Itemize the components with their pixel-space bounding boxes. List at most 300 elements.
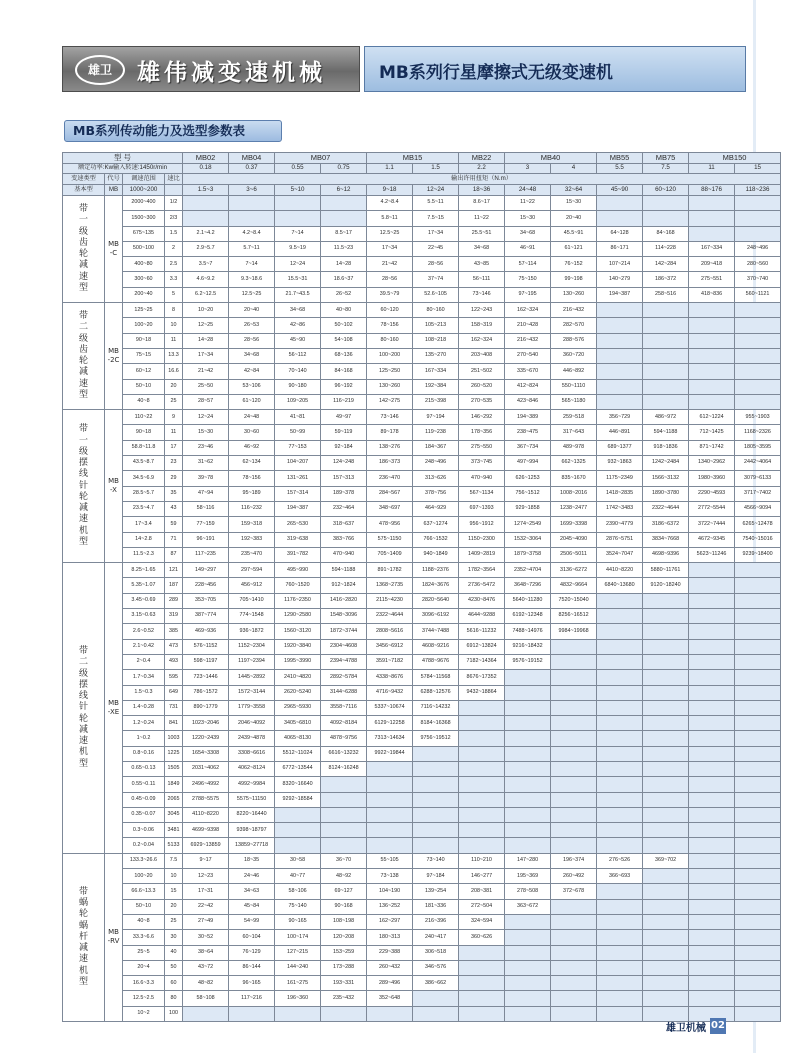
speed-range: 12.5~2.5 bbox=[123, 991, 165, 1006]
table-row bbox=[63, 700, 781, 715]
torque-value: 55~105 bbox=[367, 853, 413, 868]
torque-value: 28~57 bbox=[183, 394, 229, 409]
torque-value bbox=[275, 807, 321, 822]
ratio: 1849 bbox=[165, 777, 183, 792]
torque-value: 3144~6288 bbox=[321, 685, 367, 700]
speed-range: 16.6~3.3 bbox=[123, 976, 165, 991]
torque-value: 88~176 bbox=[689, 185, 735, 196]
torque-value: 12~25 bbox=[183, 318, 229, 333]
speed-range: 400~80 bbox=[123, 257, 165, 272]
speed-range: 33.3~6.6 bbox=[123, 930, 165, 945]
torque-value: 48~82 bbox=[183, 976, 229, 991]
torque-value: 97~194 bbox=[413, 410, 459, 425]
torque-value: 3.5~7 bbox=[183, 257, 229, 272]
type-header-row bbox=[63, 174, 781, 185]
torque-value: 30~52 bbox=[183, 930, 229, 945]
ratio: 29 bbox=[165, 471, 183, 486]
torque-value: 41~81 bbox=[275, 410, 321, 425]
speed-range: 0.45~0.09 bbox=[123, 792, 165, 807]
torque-value: 2031~4062 bbox=[183, 761, 229, 776]
torque-value bbox=[597, 807, 643, 822]
torque-value bbox=[689, 899, 735, 914]
torque-value: 3648~7296 bbox=[505, 578, 551, 593]
torque-value: 1995~3990 bbox=[275, 654, 321, 669]
torque-value bbox=[505, 746, 551, 761]
torque-value: 36~70 bbox=[321, 853, 367, 868]
speed-range: 200~40 bbox=[123, 287, 165, 302]
ratio: 15 bbox=[165, 884, 183, 899]
torque-value bbox=[735, 914, 781, 929]
torque-value: 1168~2326 bbox=[735, 425, 781, 440]
table-row bbox=[63, 348, 781, 363]
torque-value bbox=[597, 318, 643, 333]
torque-value bbox=[505, 792, 551, 807]
torque-value: 370~740 bbox=[735, 272, 781, 287]
torque-value bbox=[735, 700, 781, 715]
torque-value: 4410~8220 bbox=[597, 563, 643, 578]
torque-value: 167~334 bbox=[689, 241, 735, 256]
series-title: MB系列行星摩擦式无级变速机 bbox=[379, 63, 613, 83]
torque-value: 689~1377 bbox=[597, 440, 643, 455]
speed-range: 500~100 bbox=[123, 241, 165, 256]
torque-value: 352~648 bbox=[367, 991, 413, 1006]
torque-value: 96~191 bbox=[183, 532, 229, 547]
torque-value: 105~213 bbox=[413, 318, 459, 333]
torque-value: 324~594 bbox=[459, 914, 505, 929]
torque-value: 77~153 bbox=[275, 440, 321, 455]
torque-value: 5880~11761 bbox=[643, 563, 689, 578]
torque-value bbox=[505, 670, 551, 685]
speed-range: 100~20 bbox=[123, 318, 165, 333]
torque-value: 4092~8184 bbox=[321, 716, 367, 731]
torque-value: 90~168 bbox=[321, 899, 367, 914]
torque-value: 4832~9664 bbox=[551, 578, 597, 593]
torque-value: 26~53 bbox=[229, 318, 275, 333]
model-label: 型 号 bbox=[63, 153, 183, 164]
group-type-label: 带 蜗 轮 蜗 杆 减 速 机 型 bbox=[63, 853, 105, 1021]
torque-value bbox=[643, 624, 689, 639]
ratio: 731 bbox=[165, 700, 183, 715]
speed-range: 0.65~0.13 bbox=[123, 761, 165, 776]
torque-value: 6840~13680 bbox=[597, 578, 643, 593]
torque-value: 45~90 bbox=[597, 185, 643, 196]
torque-value: 9922~19844 bbox=[367, 746, 413, 761]
torque-value bbox=[735, 685, 781, 700]
torque-value: 235~432 bbox=[321, 991, 367, 1006]
torque-value: 192~383 bbox=[229, 532, 275, 547]
torque-value: 1290~2580 bbox=[275, 609, 321, 624]
torque-value: 8220~16440 bbox=[229, 807, 275, 822]
speed-range: 100~20 bbox=[123, 869, 165, 884]
torque-value: 104~207 bbox=[275, 456, 321, 471]
torque-value bbox=[597, 593, 643, 608]
ratio: 30 bbox=[165, 930, 183, 945]
torque-value: 17~31 bbox=[183, 884, 229, 899]
torque-value: 39~78 bbox=[183, 471, 229, 486]
torque-value bbox=[735, 761, 781, 776]
torque-value: 76~129 bbox=[229, 945, 275, 960]
table-row bbox=[63, 287, 781, 302]
table-row bbox=[63, 318, 781, 333]
torque-value: 1152~2304 bbox=[229, 639, 275, 654]
speed-range: 50~10 bbox=[123, 379, 165, 394]
table-row bbox=[63, 440, 781, 455]
torque-value bbox=[597, 930, 643, 945]
torque-value: 5575~11150 bbox=[229, 792, 275, 807]
torque-value bbox=[275, 196, 321, 211]
torque-value bbox=[505, 700, 551, 715]
torque-value: 18.6~37 bbox=[321, 272, 367, 287]
torque-value: 3456~6912 bbox=[367, 639, 413, 654]
torque-value: 161~275 bbox=[275, 976, 321, 991]
torque-value: 576~1152 bbox=[183, 639, 229, 654]
torque-value: 6288~12576 bbox=[413, 685, 459, 700]
torque-value: 1445~2892 bbox=[229, 670, 275, 685]
torque-value bbox=[643, 364, 689, 379]
base-row bbox=[63, 185, 781, 196]
torque-value: 110~210 bbox=[459, 853, 505, 868]
torque-value: 117~235 bbox=[183, 547, 229, 562]
torque-value bbox=[735, 303, 781, 318]
torque-value: 284~567 bbox=[367, 486, 413, 501]
ratio: 385 bbox=[165, 624, 183, 639]
torque-value: 28~56 bbox=[229, 333, 275, 348]
torque-value: 4065~8130 bbox=[275, 731, 321, 746]
power-value: 7.5 bbox=[643, 163, 689, 174]
torque-value: 446~891 bbox=[597, 425, 643, 440]
speed-range: 14~2.8 bbox=[123, 532, 165, 547]
torque-value bbox=[459, 731, 505, 746]
speed-range: 300~60 bbox=[123, 272, 165, 287]
torque-value bbox=[551, 777, 597, 792]
torque-value: 194~387 bbox=[597, 287, 643, 302]
speed-range: 90~18 bbox=[123, 333, 165, 348]
torque-value: 4716~9432 bbox=[367, 685, 413, 700]
torque-value bbox=[597, 746, 643, 761]
company-name: 雄伟减变速机械 bbox=[137, 59, 326, 86]
torque-value bbox=[459, 807, 505, 822]
torque-value bbox=[551, 792, 597, 807]
torque-value: 54~99 bbox=[229, 914, 275, 929]
torque-value: 1409~2819 bbox=[459, 547, 505, 562]
torque-value: 216~396 bbox=[413, 914, 459, 929]
logo-text: 雄卫 bbox=[87, 63, 112, 77]
ratio: 25 bbox=[165, 914, 183, 929]
company-banner bbox=[62, 46, 360, 92]
torque-value bbox=[689, 639, 735, 654]
torque-value: 766~1532 bbox=[413, 532, 459, 547]
torque-value: 367~734 bbox=[505, 440, 551, 455]
torque-value: 594~1188 bbox=[321, 563, 367, 578]
torque-value bbox=[643, 777, 689, 792]
speed-range: 1.2~0.24 bbox=[123, 716, 165, 731]
torque-value: 5640~11280 bbox=[505, 593, 551, 608]
torque-value: 45~90 bbox=[275, 333, 321, 348]
torque-value bbox=[597, 884, 643, 899]
ratio: 1225 bbox=[165, 746, 183, 761]
torque-value: 495~990 bbox=[275, 563, 321, 578]
speed-range: 23.5~4.7 bbox=[123, 501, 165, 516]
torque-value: 8320~16640 bbox=[275, 777, 321, 792]
table-row bbox=[63, 670, 781, 685]
torque-value: 42~84 bbox=[229, 364, 275, 379]
torque-value: 932~1863 bbox=[597, 456, 643, 471]
torque-value bbox=[689, 211, 735, 226]
torque-value bbox=[643, 394, 689, 409]
power-value: 1.5 bbox=[413, 163, 459, 174]
torque-value: 612~1224 bbox=[689, 410, 735, 425]
power-value: 4 bbox=[551, 163, 597, 174]
speed-range: 2000~400 bbox=[123, 196, 165, 211]
torque-value bbox=[735, 348, 781, 363]
table-row bbox=[63, 196, 781, 211]
torque-value bbox=[735, 639, 781, 654]
torque-value: 99~198 bbox=[551, 272, 597, 287]
torque-value bbox=[413, 777, 459, 792]
torque-value bbox=[597, 1006, 643, 1021]
torque-value: 2808~5616 bbox=[367, 624, 413, 639]
torque-value: 58~106 bbox=[275, 884, 321, 899]
torque-value bbox=[367, 1006, 413, 1021]
torque-value: 108~198 bbox=[321, 914, 367, 929]
torque-value: 45.5~91 bbox=[551, 226, 597, 241]
torque-value bbox=[413, 838, 459, 853]
torque-value bbox=[735, 792, 781, 807]
torque-value: 276~526 bbox=[597, 853, 643, 868]
torque-value: 756~1512 bbox=[505, 486, 551, 501]
torque-value bbox=[551, 930, 597, 945]
ratio-label: 速比 bbox=[165, 174, 183, 185]
torque-value: 470~940 bbox=[321, 547, 367, 562]
torque-value: 2876~5751 bbox=[597, 532, 643, 547]
torque-value: 75~140 bbox=[275, 899, 321, 914]
torque-value bbox=[597, 609, 643, 624]
power-value: 3 bbox=[505, 163, 551, 174]
table-row bbox=[63, 394, 781, 409]
torque-value bbox=[505, 838, 551, 853]
torque-value: 60~120 bbox=[643, 185, 689, 196]
group-code: MB -C bbox=[105, 196, 123, 303]
torque-value: 6772~13544 bbox=[275, 761, 321, 776]
torque-value bbox=[597, 654, 643, 669]
speed-range: 90~18 bbox=[123, 425, 165, 440]
table-row bbox=[63, 425, 781, 440]
torque-value: 3~6 bbox=[229, 185, 275, 196]
torque-value: 196~360 bbox=[275, 991, 321, 1006]
model-header-row bbox=[63, 153, 781, 164]
torque-value: 260~492 bbox=[551, 869, 597, 884]
model-header: MB04 bbox=[229, 153, 275, 164]
torque-value: 598~1197 bbox=[183, 654, 229, 669]
speed-range: 17~3.4 bbox=[123, 517, 165, 532]
torque-value: 146~292 bbox=[459, 410, 505, 425]
torque-value: 108~218 bbox=[413, 333, 459, 348]
torque-value: 122~243 bbox=[459, 303, 505, 318]
torque-value bbox=[597, 945, 643, 960]
torque-value: 259~518 bbox=[551, 410, 597, 425]
torque-value: 565~1180 bbox=[551, 394, 597, 409]
torque-value: 208~381 bbox=[459, 884, 505, 899]
torque-value bbox=[735, 899, 781, 914]
torque-value: 162~297 bbox=[367, 914, 413, 929]
torque-value bbox=[643, 930, 689, 945]
torque-value bbox=[459, 991, 505, 1006]
torque-value: 1238~2477 bbox=[551, 501, 597, 516]
torque-value: 456~912 bbox=[229, 578, 275, 593]
speed-range: 1500~300 bbox=[123, 211, 165, 226]
speed-range: 43.5~8.7 bbox=[123, 456, 165, 471]
torque-value: 1416~2820 bbox=[321, 593, 367, 608]
torque-value: 1572~3144 bbox=[229, 685, 275, 700]
torque-value bbox=[551, 746, 597, 761]
torque-value bbox=[735, 654, 781, 669]
table-row bbox=[63, 716, 781, 731]
torque-value: 158~319 bbox=[459, 318, 505, 333]
torque-value: 37~74 bbox=[413, 272, 459, 287]
torque-value: 2290~4593 bbox=[689, 486, 735, 501]
torque-value: 1008~2016 bbox=[551, 486, 597, 501]
torque-value: 15.5~31 bbox=[275, 272, 321, 287]
torque-value: 97~184 bbox=[413, 869, 459, 884]
torque-value: 1023~2046 bbox=[183, 716, 229, 731]
torque-value bbox=[275, 211, 321, 226]
torque-value: 1274~2549 bbox=[505, 517, 551, 532]
torque-value: 272~504 bbox=[459, 899, 505, 914]
table-row bbox=[63, 991, 781, 1006]
torque-value: 58~108 bbox=[183, 991, 229, 1006]
torque-value bbox=[689, 624, 735, 639]
torque-value: 25.5~51 bbox=[459, 226, 505, 241]
torque-value bbox=[229, 211, 275, 226]
torque-value: 125~250 bbox=[367, 364, 413, 379]
torque-value: 318~637 bbox=[321, 517, 367, 532]
torque-value: 9756~19512 bbox=[413, 731, 459, 746]
group-type-label: 带 二 级 摆 线 针 轮 减 速 机 型 bbox=[63, 563, 105, 854]
torque-value: 366~693 bbox=[597, 869, 643, 884]
torque-value: 335~670 bbox=[505, 364, 551, 379]
torque-value bbox=[643, 914, 689, 929]
table-row bbox=[63, 899, 781, 914]
torque-value bbox=[735, 853, 781, 868]
torque-value: 275~550 bbox=[459, 440, 505, 455]
torque-value bbox=[505, 761, 551, 776]
torque-value bbox=[505, 991, 551, 1006]
torque-value: 4110~8220 bbox=[183, 807, 229, 822]
torque-value bbox=[551, 807, 597, 822]
torque-value bbox=[459, 823, 505, 838]
torque-value bbox=[735, 196, 781, 211]
speed-range: 2~0.4 bbox=[123, 654, 165, 669]
speed-range: 125~25 bbox=[123, 303, 165, 318]
torque-value bbox=[689, 960, 735, 975]
torque-value bbox=[689, 991, 735, 1006]
torque-value: 4992~9984 bbox=[229, 777, 275, 792]
table-row bbox=[63, 410, 781, 425]
torque-value: 130~260 bbox=[551, 287, 597, 302]
torque-value bbox=[505, 807, 551, 822]
table-row bbox=[63, 960, 781, 975]
torque-value: 7313~14634 bbox=[367, 731, 413, 746]
torque-value bbox=[735, 364, 781, 379]
torque-value: 139~254 bbox=[413, 884, 459, 899]
torque-value: 215~398 bbox=[413, 394, 459, 409]
torque-value: 5~10 bbox=[275, 185, 321, 196]
ratio: 1505 bbox=[165, 761, 183, 776]
torque-value: 7182~14364 bbox=[459, 654, 505, 669]
torque-value bbox=[229, 1006, 275, 1021]
model-header: MB15 bbox=[367, 153, 459, 164]
torque-value bbox=[321, 792, 367, 807]
torque-value: 2115~4230 bbox=[367, 593, 413, 608]
torque-value: 15~30 bbox=[183, 425, 229, 440]
torque-value bbox=[689, 716, 735, 731]
torque-value: 1175~2349 bbox=[597, 471, 643, 486]
table-row bbox=[63, 914, 781, 929]
speed-range: 60~12 bbox=[123, 364, 165, 379]
torque-value bbox=[459, 777, 505, 792]
torque-value bbox=[689, 196, 735, 211]
table-row bbox=[63, 976, 781, 991]
speed-range: 58.8~11.8 bbox=[123, 440, 165, 455]
torque-value bbox=[183, 196, 229, 211]
table-row bbox=[63, 456, 781, 471]
torque-value: 3591~7182 bbox=[367, 654, 413, 669]
torque-value: 86~171 bbox=[597, 241, 643, 256]
torque-value: 348~697 bbox=[367, 501, 413, 516]
torque-value: 353~705 bbox=[183, 593, 229, 608]
table-row bbox=[63, 777, 781, 792]
torque-value: 131~261 bbox=[275, 471, 321, 486]
torque-value: 24~48 bbox=[505, 185, 551, 196]
torque-value bbox=[689, 226, 735, 241]
torque-value bbox=[321, 196, 367, 211]
speed-range: 0.35~0.07 bbox=[123, 807, 165, 822]
torque-value: 240~417 bbox=[413, 930, 459, 945]
ratio: 87 bbox=[165, 547, 183, 562]
torque-value bbox=[735, 807, 781, 822]
torque-value: 2442~4064 bbox=[735, 456, 781, 471]
torque-value: 4.2~8.4 bbox=[229, 226, 275, 241]
torque-value bbox=[643, 884, 689, 899]
torque-value bbox=[367, 777, 413, 792]
torque-value: 360~626 bbox=[459, 930, 505, 945]
ratio: 319 bbox=[165, 609, 183, 624]
torque-value bbox=[597, 991, 643, 1006]
ratio: 50 bbox=[165, 960, 183, 975]
torque-value: 372~678 bbox=[551, 884, 597, 899]
torque-value bbox=[459, 761, 505, 776]
torque-value: 195~369 bbox=[505, 869, 551, 884]
speed-range: 66.6~13.3 bbox=[123, 884, 165, 899]
torque-value: 248~496 bbox=[735, 241, 781, 256]
torque-value: 50~99 bbox=[275, 425, 321, 440]
ratio: 187 bbox=[165, 578, 183, 593]
torque-value bbox=[735, 578, 781, 593]
torque-value: 3405~6810 bbox=[275, 716, 321, 731]
torque-value: 1654~3308 bbox=[183, 746, 229, 761]
torque-value bbox=[735, 945, 781, 960]
group-type-label: 带 一 级 摆 线 针 轮 减 速 机 型 bbox=[63, 410, 105, 563]
speed-range: 25~5 bbox=[123, 945, 165, 960]
table-row bbox=[63, 792, 781, 807]
torque-value bbox=[689, 914, 735, 929]
torque-value: 142~284 bbox=[643, 257, 689, 272]
torque-value: 56~112 bbox=[275, 348, 321, 363]
torque-value: 194~389 bbox=[505, 410, 551, 425]
torque-value bbox=[597, 761, 643, 776]
torque-value bbox=[597, 914, 643, 929]
torque-value bbox=[275, 1006, 321, 1021]
